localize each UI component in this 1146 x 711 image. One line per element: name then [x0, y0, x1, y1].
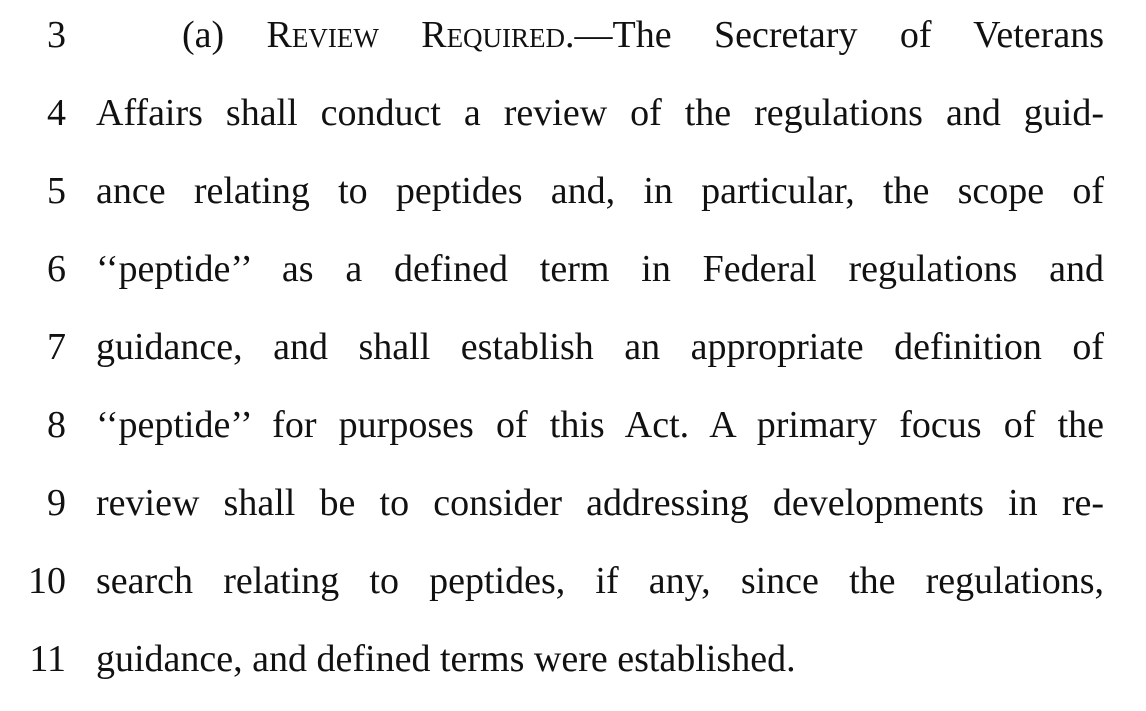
text-line: [0, 74, 1146, 152]
text-line: [0, 230, 1146, 308]
line-number: 8: [47, 404, 66, 446]
text-line: [0, 308, 1146, 386]
line-number: 3: [47, 14, 66, 56]
line-number: 10: [28, 560, 66, 602]
text-line: [0, 620, 1146, 698]
text-line: [0, 386, 1146, 464]
subsection-label: (a): [182, 14, 267, 56]
line-text: search relating to peptides, if any, since the regulations,: [96, 560, 1104, 602]
text-line: [0, 464, 1146, 542]
text-line: [0, 152, 1146, 230]
subsection-heading: Review Required.: [266, 14, 575, 56]
line-text: Affairs shall conduct a review of the regulations and guid-: [96, 92, 1104, 134]
text-line: [0, 542, 1146, 620]
line-text: guidance, and defined terms were established.: [96, 638, 796, 680]
line-text: ‘‘peptide’’ as a defined term in Federal regulations and: [96, 248, 1104, 290]
line-number: 5: [47, 170, 66, 212]
line-number: 9: [47, 482, 66, 524]
line-body: —The Secretary of Veterans: [574, 14, 1104, 56]
line-number: 6: [47, 248, 66, 290]
line-text: review shall be to consider addressing developments in re-: [96, 482, 1104, 524]
line-number: 11: [29, 638, 66, 680]
line-text: guidance, and shall establish an appropriate definition of: [96, 326, 1104, 368]
line-number: 7: [47, 326, 66, 368]
line-number: 4: [47, 92, 66, 134]
line-text: ‘‘peptide’’ for purposes of this Act. A primary focus of the: [96, 404, 1104, 446]
text-line: [0, 0, 1146, 74]
line-text: ance relating to peptides and, in particular, the scope of: [96, 170, 1104, 212]
line-text: [182, 0, 1104, 74]
